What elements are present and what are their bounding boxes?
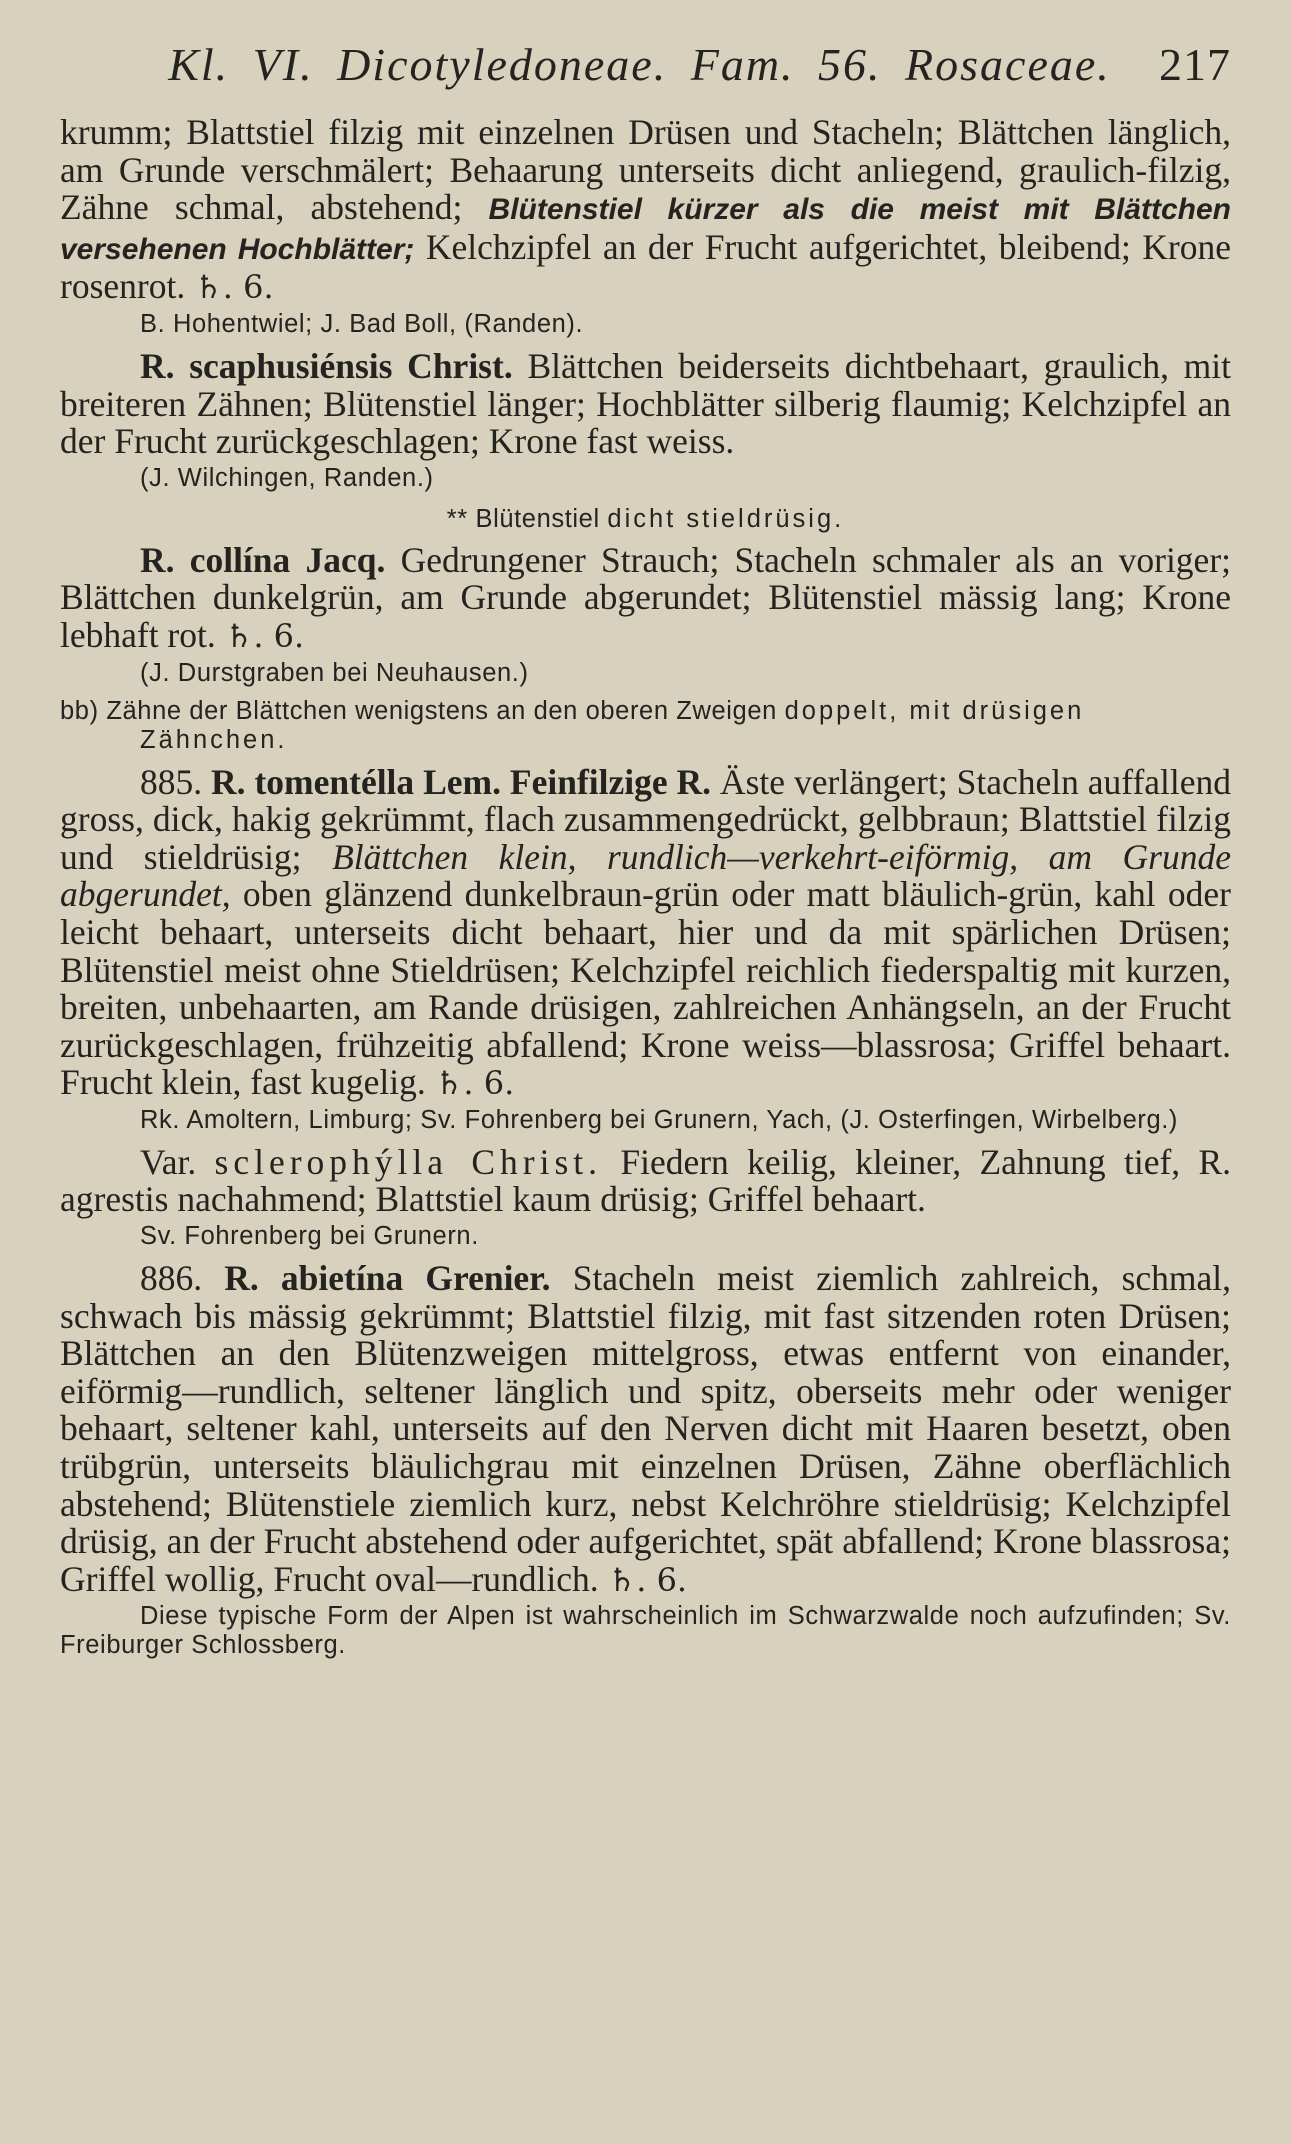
shrub-symbol: ♄. 6. <box>194 268 274 307</box>
species-entry-collina: R. collína Jacq. Gedrungener Strauch; Stacheln schmaler als an voriger; Blättchen dunkelgrün, am Grunde abgerundet; Blütenstiel mässig lang; Krone lebhaft rot. ♄. 6. <box>60 539 1232 655</box>
shrub-symbol: ♄. 6. <box>224 616 305 655</box>
species-entry-885: 885. R. tomentélla Lem. Feinfilzige R. Äste verlängert; Stacheln auffallend gross, dick, hakig gekrümmt, flach zusammengedrückt, gelbbraun; Blattstiel filzig und stieldrüsig; Blättchen klein, rundlich—verkehrt-eiförmig, am Grunde abgerundet, oben glänzend dunkelbraun-grün oder matt bläulich-grün, kahl oder leicht behaart, unterseits dicht behaart, hier und da mit spärlichen Drüsen; Blütenstiel meist ohne Stieldrüsen; Kelchzipfel reichlich fiederspaltig mit kurzen, breiten, unbehaarten, am Rande drüsigen, zahlreichen Anhängseln, an der Frucht zurückgeschlagen, frühzeitig abfallend; Krone weiss—blassrosa; Griffel behaart. Frucht klein, fast kugelig. ♄. 6. <box>60 761 1232 1103</box>
locality-note: Sv. Fohrenberg bei Grunern. <box>140 1222 479 1251</box>
page-number: 217 <box>1159 39 1231 90</box>
shrub-symbol: ♄. 6. <box>434 1064 515 1103</box>
locality-note: (J. Durstgraben bei Neuhausen.) <box>140 658 529 687</box>
key-heading-bb: bb) Zähne der Blättchen wenigstens an den oberen Zweigen doppelt, mit drüsigen Zähnchen. <box>60 696 1085 754</box>
emphasis-text: Blättchen klein, rundlich—verkehrt-eiförmig, am Grunde abgerundet, <box>60 836 1231 915</box>
emphasis-text: Blütenstiel kürzer als die meist mit Blättchen versehenen Hochblätter; <box>60 193 1231 266</box>
species-name: R. abietína Grenier. <box>224 1258 551 1299</box>
species-entry-scaphusiensis: R. scaphusiénsis Christ. Blättchen beiderseits dichtbehaart, graulich, mit breiteren Zähnen; Blütenstiel länger; Hochblätter silberig flaumig; Kelchzipfel an der Frucht zurückgeschlagen; Krone fast weiss. <box>60 345 1232 462</box>
species-entry-886: 886. R. abietína Grenier. Stacheln meist ziemlich zahlreich, schmal, schwach bis mässig gekrümmt; Blattstiel filzig, mit fast sitzenden roten Drüsen; Blättchen an den Blütenzweigen mittelgross, etwas entfernt von einander, eiförmig—rundlich, seltener länglich und spitz, oberseits mehr oder weniger behaart, seltener kahl, unterseits auf den Nerven dicht mit Haaren besetzt, oben trübgrün, unterseits bläulichgrau mit einzelnen Drüsen, Zähne oberflächlich abstehend; Blütenstiele ziemlich kurz, nebst Kelchröhre stieldrüsig; Kelchzipfel drüsig, an der Frucht abstehend oder aufgerichtet, spät abfallend; Krone blassrosa; Griffel wollig, Frucht oval—rundlich. ♄. 6. <box>60 1258 1231 1599</box>
locality-note: Diese typische Form der Alpen ist wahrscheinlich im Schwarzwalde noch aufzufinden; Sv. Freiburger Schlossberg. <box>60 1602 1231 1660</box>
variety-name: sclerophýlla Christ. <box>214 1141 603 1182</box>
page-header <box>60 38 1231 110</box>
running-title: Kl. VI. Dicotyledoneae. Fam. 56. Rosaceae. <box>168 39 1111 90</box>
common-name: Feinfilzige R. <box>509 761 712 802</box>
locality-note: B. Hohentwiel; J. Bad Boll, (Randen). <box>140 309 584 338</box>
shrub-symbol: ♄. 6. <box>607 1560 688 1599</box>
species-name: R. collína Jacq. <box>140 539 386 580</box>
species-number: 885. <box>140 761 203 802</box>
locality-note: Rk. Amoltern, Limburg; Sv. Fohrenberg bei Grunern, Yach, (J. Osterfingen, Wirbelberg.) <box>140 1105 1179 1134</box>
locality-note: (J. Wilchingen, Randen.) <box>140 463 434 492</box>
species-name: R. scaphusiénsis Christ. <box>140 345 513 386</box>
species-name: R. tomentélla Lem. <box>211 761 501 802</box>
paragraph-continuation: krumm; Blattstiel filzig mit einzelnen Drüsen und Stacheln; Blättchen länglich, am Grunde verschmälert; Behaarung unterseits dicht anliegend, graulich-filzig, Zähne schmal, abstehend; Blütenstiel kürzer als die meist mit Blättchen versehenen Hochblätter; Kelchzipfel an der Frucht aufgerichtet, bleibend; Krone rosenrot. ♄. 6. <box>60 112 1232 307</box>
species-number: 886. <box>140 1258 203 1299</box>
subgroup-heading: ** Blütenstiel dicht stieldrüsig. <box>446 504 845 533</box>
variety-entry: Var. sclerophýlla Christ. Fiedern keilig, kleiner, Zahnung tief, R. agrestis nachahmend; Blattstiel kaum drüsig; Griffel behaart. <box>60 1141 1232 1220</box>
